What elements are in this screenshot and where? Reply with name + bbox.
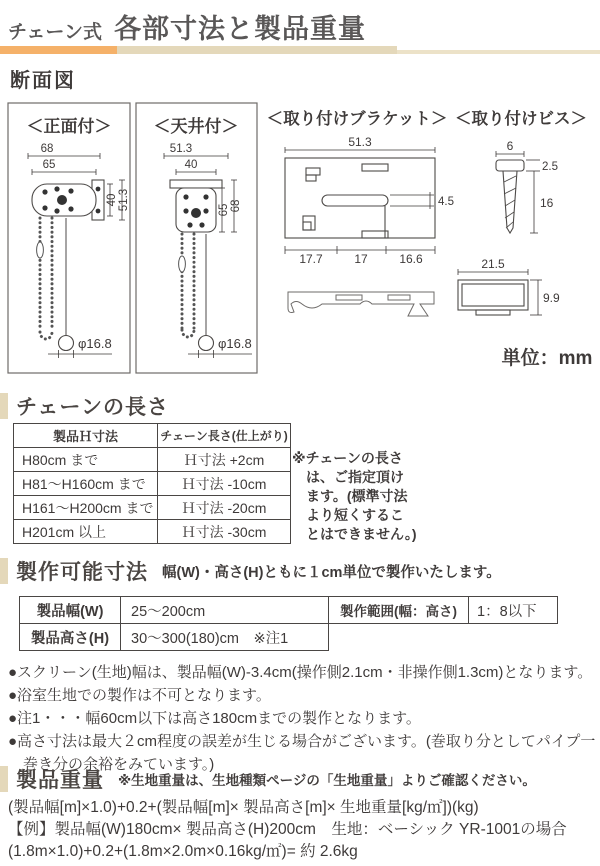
ceiling-chain-connector: [179, 256, 186, 272]
list-item: ●注1・・・幅60cm以下は高さ180cmまでの製作となります。: [8, 710, 421, 727]
ceiling-bead-chain: [182, 234, 194, 337]
bracket-dim-side-width: 21.5: [481, 257, 505, 271]
section-bar: [0, 393, 8, 419]
bracket-side-profile: [288, 292, 434, 316]
front-bead-chain: [40, 218, 52, 339]
front-mount-diagram: [27, 116, 131, 358]
chain-cell-length: Ｈ寸法 -30cm: [158, 520, 291, 544]
bracket-dim-left: 17.7: [299, 252, 323, 266]
screw-dim-width: 6: [506, 139, 514, 153]
front-chain-connector: [37, 242, 44, 258]
ceiling-mount-diagram: [154, 116, 253, 358]
note-line: より短くするこ: [306, 507, 404, 523]
spec-cell-range-label: 製作範囲(幅：高さ): [329, 597, 469, 624]
front-dim-inner-width: 65: [42, 159, 56, 171]
page-header: [0, 0, 600, 46]
header-rule: [0, 46, 600, 54]
front-mount-box: [8, 103, 130, 373]
rule-tan-segment: [117, 46, 397, 54]
bracket-side-box: [458, 257, 560, 315]
spec-cell-width-label: 製品幅(W): [20, 597, 121, 624]
note-line: ※チェーンの長さ: [292, 450, 403, 466]
producible-size-subtitle: 幅(W)・高さ(H)ともに１cm単位で製作いたします。: [162, 564, 501, 581]
note-line: とはできません。): [306, 526, 417, 542]
section-heading-chain-length: [0, 391, 169, 421]
bracket-dim-width: 51.3: [348, 135, 372, 149]
screw-dim-length: 16: [540, 196, 554, 210]
bracket-slot: [322, 195, 388, 206]
ceiling-bracket-plate: [170, 180, 222, 188]
section-bar: [0, 766, 8, 792]
list-item: ●高さ寸法は最大２cm程度の誤差が生じる場合がございます。(巻取り分としてパイプ一巻き分の余裕をみています。): [8, 733, 596, 773]
product-weight-subtitle: ※生地重量は、生地種類ページの「生地重量」よりご確認ください。: [118, 773, 536, 788]
ceiling-dim-inner-width: 40: [184, 159, 198, 171]
table-row: [20, 597, 558, 624]
producible-size-table: [19, 596, 558, 651]
screw-head: [496, 160, 524, 171]
section-heading-producible-size: [0, 556, 501, 586]
ceiling-dim-outer-width: 51.3: [169, 143, 193, 155]
chain-length-table: [13, 423, 291, 544]
weight-example-label: 【例】製品幅(W)180cm× 製品高さ(H)200cm 生地：ベーシック YR-1001の場合: [8, 821, 567, 838]
cross-section-diagram: [0, 92, 600, 392]
chain-col-header-length: チェーン長さ(仕上がり): [158, 424, 291, 448]
bracket-top-view: [285, 158, 435, 238]
spec-cell-empty: [329, 624, 558, 651]
list-item: ●浴室生地での製作は不可となります。: [8, 687, 271, 704]
front-dim-outer-height: 51.3: [118, 188, 130, 212]
section-heading-product-weight: [0, 764, 536, 794]
header-category: チェーン式: [8, 22, 103, 43]
chain-col-header-size: 製品Ｈ寸法: [14, 424, 158, 448]
bracket-dim-right: 16.6: [399, 252, 423, 266]
spec-cell-height-value: 30〜300(180)cm ※注1: [121, 624, 329, 651]
table-row: [14, 496, 291, 520]
chain-cell-size: H201cm 以上: [14, 520, 158, 544]
bracket-label: ＜取り付けブラケット＞: [266, 110, 448, 128]
ceiling-mount-label: ＜天井付＞: [153, 117, 239, 136]
ceiling-dim-outer-height: 68: [230, 199, 242, 213]
screw-label: ＜取り付けビス＞: [455, 110, 587, 128]
front-dim-outer-width: 68: [40, 143, 54, 155]
chain-length-note: [292, 449, 417, 544]
producible-size-title: 製作可能寸法: [16, 561, 148, 584]
ceiling-dim-inner-height: 65: [218, 203, 230, 217]
ceiling-dim-pull-diameter: φ16.8: [218, 336, 252, 351]
chain-cell-size: H80cm まで: [14, 448, 158, 472]
ceiling-pull-knob: [199, 336, 214, 351]
table-row: [14, 520, 291, 544]
page-title: 各部寸法と製品重量: [114, 14, 367, 44]
bracket-dim-side-height: 9.9: [543, 291, 560, 305]
front-mount-label: ＜正面付＞: [26, 117, 112, 136]
front-pull-knob: [59, 336, 74, 351]
bracket-dim-mid: 17: [354, 252, 368, 266]
note-line: は、ご指定頂け: [306, 469, 404, 485]
chain-cell-length: Ｈ寸法 +2cm: [158, 448, 291, 472]
bracket-dim-slot: 4.5: [438, 196, 454, 208]
front-dim-inner-height: 40: [106, 193, 118, 207]
unit-label: 単位：mm: [501, 348, 593, 369]
screw-dim-head: 2.5: [542, 161, 558, 173]
screw-shaft: [503, 171, 517, 233]
chain-length-title: チェーンの長さ: [16, 396, 169, 419]
ceiling-mount-box: [136, 103, 257, 373]
note-line: ます。(標準寸法: [306, 488, 408, 504]
mounting-bracket-diagram: [267, 108, 560, 316]
chain-cell-length: Ｈ寸法 -10cm: [158, 472, 291, 496]
chain-cell-length: Ｈ寸法 -20cm: [158, 496, 291, 520]
product-weight-title: 製品重量: [16, 769, 104, 792]
list-item: ●スクリーン(生地)幅は、製品幅(W)-3.4cm(操作側2.1cm・非操作側1.3cm)となります。: [8, 664, 593, 681]
mounting-screw-diagram: [455, 108, 587, 233]
weight-example-calc: (1.8m×1.0)+0.2+(1.8m×2.0m×0.16kg/㎡)= 約 2.6kg: [8, 843, 358, 860]
product-weight-body: [8, 797, 598, 863]
front-dim-pull-diameter: φ16.8: [78, 336, 112, 351]
table-row: [20, 624, 558, 651]
chain-cell-size: H81〜H160cm まで: [14, 472, 158, 496]
chain-cell-size: H161〜H200cm まで: [14, 496, 158, 520]
producible-size-notes: [8, 661, 596, 776]
table-row: [14, 448, 291, 472]
rule-orange-segment: [0, 46, 117, 54]
table-row: [14, 472, 291, 496]
section-bar: [0, 558, 8, 584]
rule-light-segment: [397, 50, 600, 54]
spec-cell-range-value: 1：8以下: [469, 597, 558, 624]
weight-formula: (製品幅[m]×1.0)+0.2+(製品幅[m]× 製品高さ[m]× 生地重量[kg/㎡])(kg): [8, 799, 479, 816]
section-heading-cross-section: 断面図: [10, 70, 76, 92]
spec-cell-width-value: 25〜200cm: [121, 597, 329, 624]
spec-cell-height-label: 製品高さ(H): [20, 624, 121, 651]
